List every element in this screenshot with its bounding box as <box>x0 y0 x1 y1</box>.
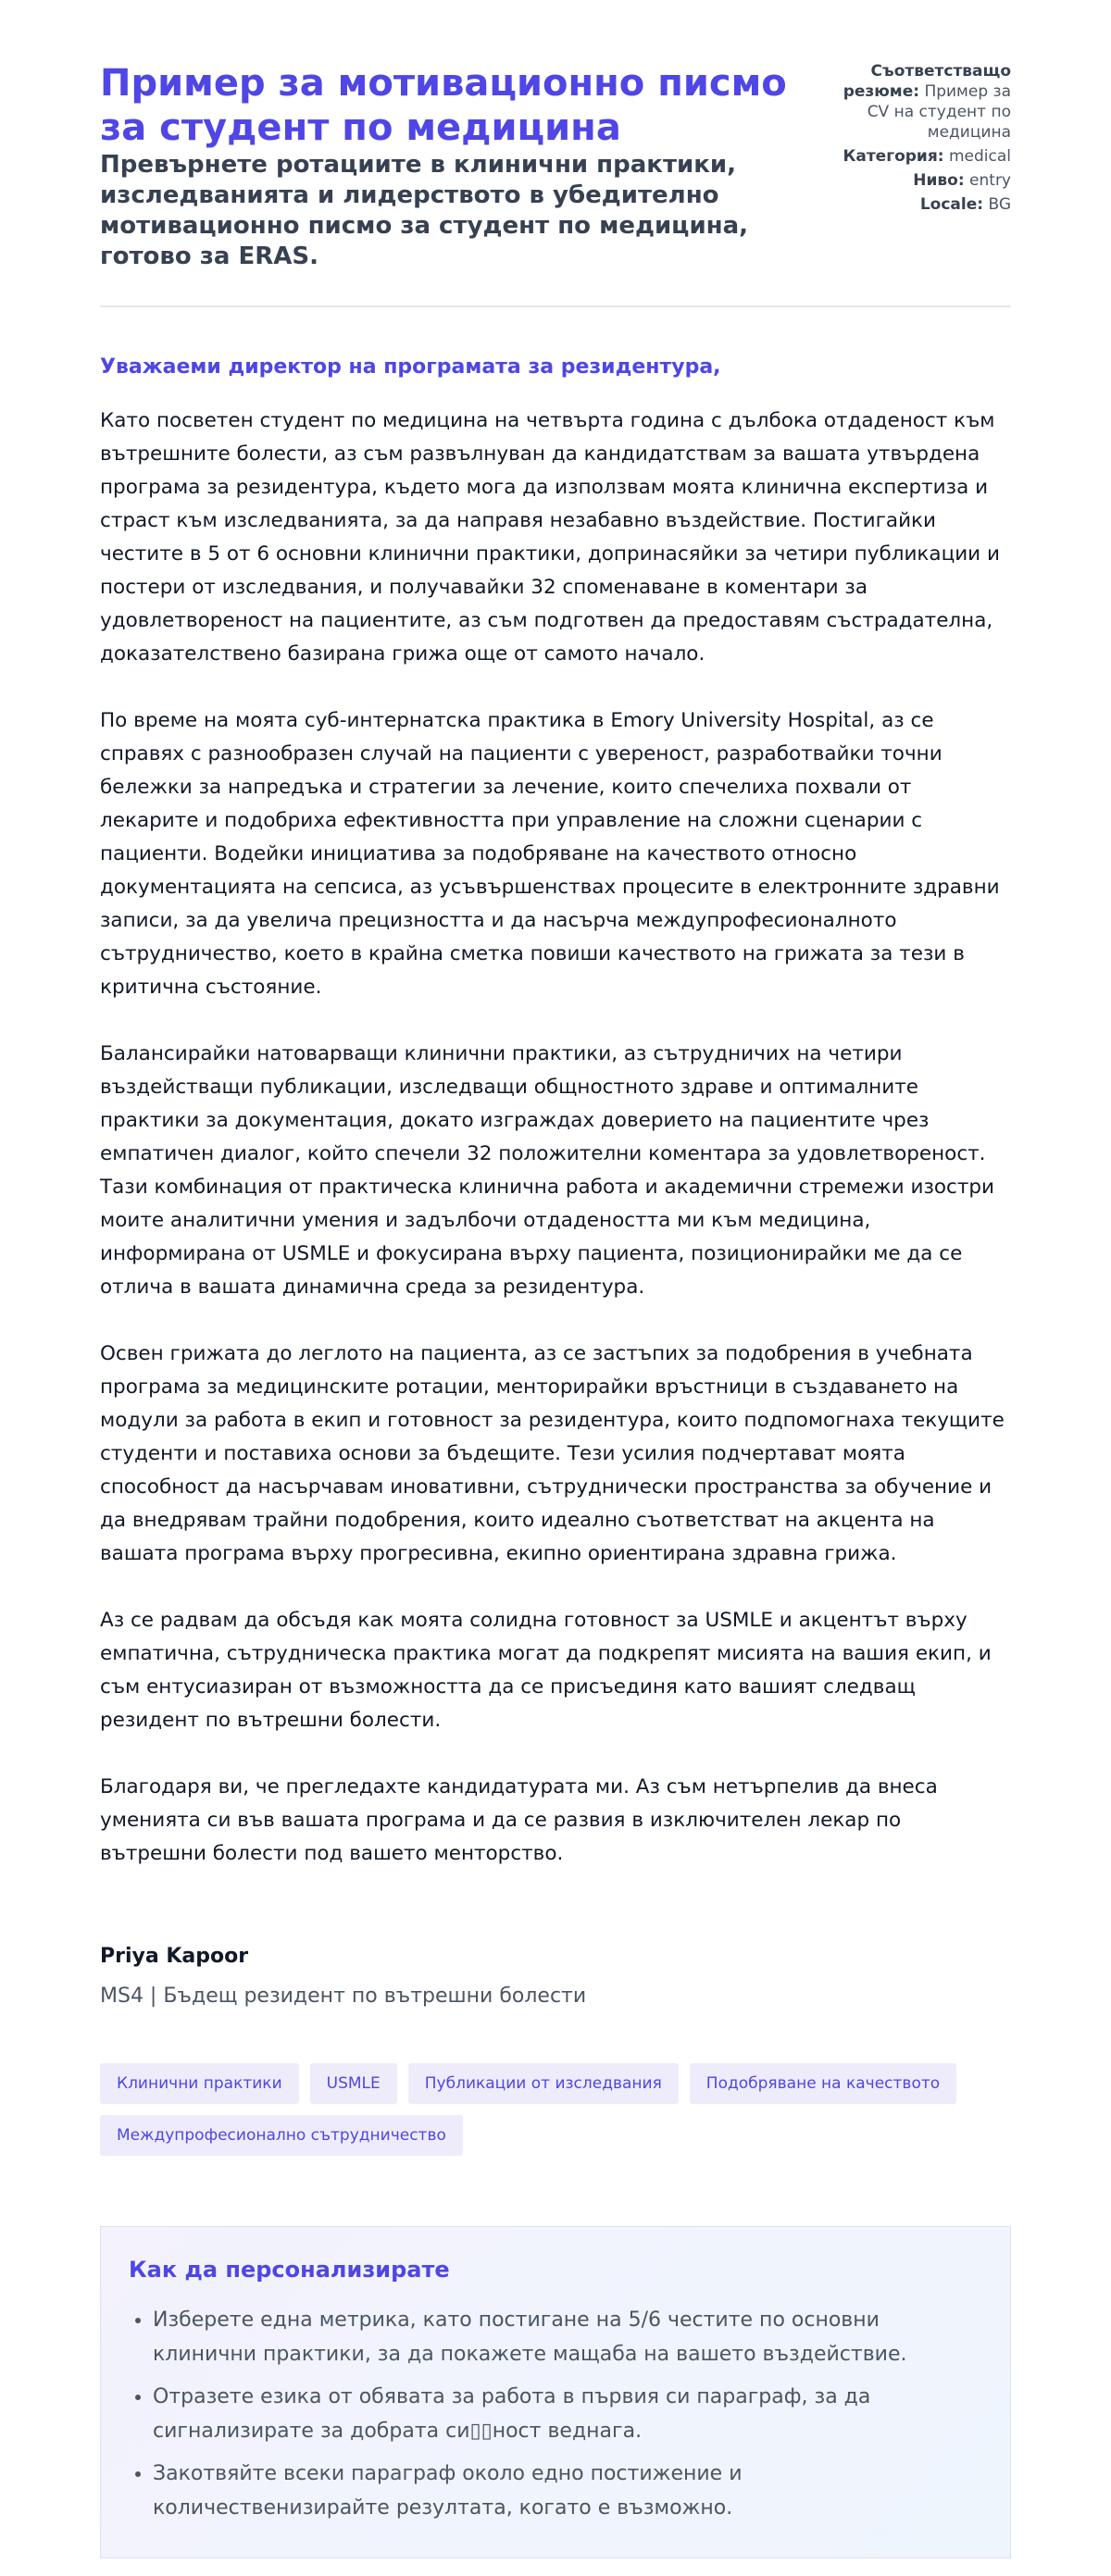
tag: Междупрофесионално сътрудничество <box>100 2115 463 2156</box>
meta-matching-resume: Съответстващо резюме: Пример за CV на студент по медицина <box>843 62 1011 142</box>
letter-paragraph: Освен грижата до леглото на пациента, аз се застъпих за подобрения в учебната програма за медицинските ротации, менторирайки връстници в създаването на модули за работа в екип и готовност за резидентура, които подпомогнаха текущите студенти и поставиха основи за бъдещите. Тези усилия подчертават моята способност да насърчавам иновативни, сътруднически пространства за обучение и да внедрявам трайни подобрения, които идеално съответстват на акцента на вашата програма върху прогресивна, екипно ориентирана здравна грижа. <box>100 1342 1005 1565</box>
page <box>100 0 1011 2558</box>
tag: Публикации от изследвания <box>408 2063 679 2104</box>
tip-item: • Закотвяйте всеки параграф около едно постижение и количественизирайте резултата, когато е възможно. <box>153 2457 982 2525</box>
tag: USMLE <box>310 2063 397 2104</box>
letter-paragraph: Аз се радвам да обсъдя как моята солидна готовност за USMLE и акцентът върху емпатична, сътрудническа практика могат да подкрепят мисията на вашия екип, и съм ентусиазиран от възможността да се присъединя като вашият следващ резидент по вътрешни болести. <box>100 1609 992 1732</box>
meta-info <box>835 61 1011 218</box>
tip-item: • Отразете езика от обявата за работа в първия си параграф, за да сигнализирате за добрата си▯▯ност веднага. <box>153 2380 982 2448</box>
signature <box>100 1945 1011 2008</box>
meta-category: Категория: medical <box>843 147 1011 166</box>
meta-locale: Locale: BG <box>919 195 1011 214</box>
letter-paragraph: По време на моята суб-интернатска практика в Emory University Hospital, аз се справях с разнообразен случай на пациенти с увереност, разработвайки точни бележки за напредъка и стратегии за лечение, които спечелиха похвали от лекарите и подобриха ефективността при управление на сложни сценарии с пациенти. Водейки инициатива за подобряване на качеството относно документацията на сепсиса, аз усъвършенствах процесите в електронните здравни записи, за да увелича прецизността и да насърча междупрофесионалното сътрудничество, което в крайна сметка повиши качеството на грижата за тези в критична състояние. <box>100 709 1000 999</box>
page-title: Пример за мотивационно писмо за студент по медицина <box>100 62 787 149</box>
signature-name: Priya Kapoor <box>100 1945 249 1968</box>
letter-greeting: Уважаеми директор на програмата за резидентура, <box>100 355 721 379</box>
meta-level: Ниво: entry <box>913 171 1011 190</box>
tips-title: Как да персонализирате <box>129 2257 450 2283</box>
tips-list <box>129 2303 982 2525</box>
page-subtitle: Превърнете ротациите в клинични практики, изследванията и лидерството в убедително мотивационно писмо за студент по медицина, готово за ERAS. <box>100 151 749 270</box>
tag-list <box>100 2063 1011 2156</box>
tip-item: • Изберете една метрика, като постигане на 5/6 честите по основни клинични практики, за да покажете мащаба на вашето въздействие. <box>153 2303 982 2371</box>
signature-title: MS4 | Бъдещ резидент по вътрешни болести <box>100 1985 587 2008</box>
customization-tips <box>100 2226 1011 2558</box>
letter-paragraph: Балансирайки натоварващи клинични практики, аз сътрудничих на четири въздействащи публикации, изследващи общностното здраве и оптималните практики за документация, докато изграждах доверието на пациентите чрез емпатичен диалог, който спечели 32 положителни коментара за удовлетвореност. Тази комбинация от практическа клинична работа и академични стремежи изостри моите аналитични умения и задълбочи отдадеността ми към медицина, информирана от USMLE и фокусирана върху пациента, позиционирайки ме да се отлича в вашата динамична среда за резидентура. <box>100 1042 994 1299</box>
letter-paragraph: Благодаря ви, че прегледахте кандидатурата ми. Аз съм нетърпелив да внеса уменията си във вашата програма и да се развия в изключителен лекар по вътрешни болести под вашето менторство. <box>100 1775 938 1865</box>
tag: Клинични практики <box>100 2063 299 2104</box>
tag: Подобряване на качеството <box>690 2063 956 2104</box>
letter-body <box>100 404 1011 1871</box>
page-header <box>100 61 1011 307</box>
letter-paragraph: Като посветен студент по медицина на четвърта година с дълбока отдаденост към вътрешните болести, аз съм развълнуван да кандидатствам за вашата утвърдена програма за резидентура, където мога да използвам моята клинична експертиза и страст към изследванията, за да направя незабавно въздействие. Постигайки честите в 5 от 6 основни клинични практики, допринасяйки за четири публикации и постери от изследвания, и получавайки 32 споменаване в коментари за удовлетвореност на пациентите, аз съм подготвен да предоставям състрадателна, доказателствено базирана грижа още от самото начало. <box>100 409 1000 666</box>
